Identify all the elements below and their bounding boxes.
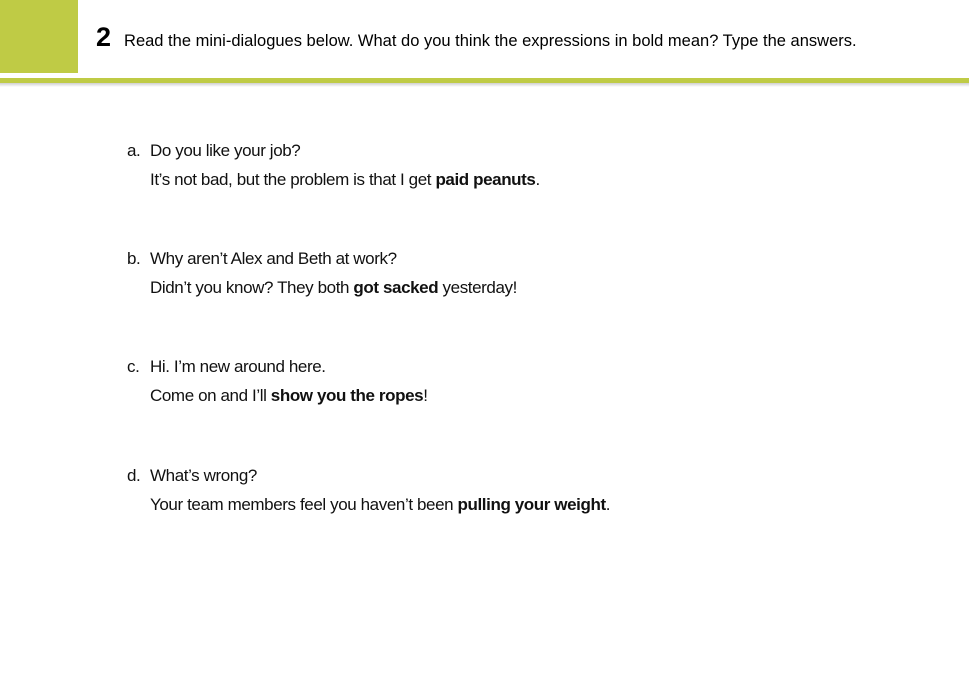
bold-expression: paid peanuts [435,170,536,189]
answer-text-before: Come on and I’ll [150,386,271,405]
bold-expression: show you the ropes [270,386,424,405]
dialogue-answer [127,490,610,519]
dialogue-question-line [127,461,610,490]
dialogue-question-line [127,136,540,165]
bold-expression: got sacked [353,278,439,297]
dialogue-question: What’s wrong? [150,466,257,485]
answer-text-before: It’s not bad, but the problem is that I get [150,170,436,189]
dialogue-letter: b. [127,249,141,268]
dialogue-answer [127,165,540,194]
exercise-instruction: Read the mini-dialogues below. What do you think the expressions in bold mean? Type the answers. [124,32,857,50]
dialogue-a [127,136,540,194]
dialogue-d [127,461,610,519]
dialogue-answer [127,273,517,302]
dialogue-question-line [127,352,428,381]
answer-text-after: . [605,495,611,514]
answer-text-before: Didn’t you know? They both [150,278,354,297]
dialogue-answer [127,381,428,410]
dialogue-letter: a. [127,141,141,160]
dialogue-letter: d. [127,466,141,485]
answer-text-after: ! [423,386,428,405]
header-divider-shadow [0,83,969,87]
exercise-number: 2 [96,22,112,52]
answer-text-before: Your team members feel you haven’t been [150,495,458,514]
dialogue-question-line [127,244,517,273]
accent-block [0,0,78,73]
dialogue-b [127,244,517,302]
dialogue-c [127,352,428,410]
dialogue-question: Hi. I’m new around here. [150,357,326,376]
dialogue-letter: c. [127,357,140,376]
answer-text-after: . [535,170,540,189]
answer-text-after: yesterday! [438,278,517,297]
dialogue-question: Why aren’t Alex and Beth at work? [150,249,397,268]
bold-expression: pulling your weight [457,495,606,514]
exercise-header [96,22,857,58]
dialogue-question: Do you like your job? [150,141,301,160]
